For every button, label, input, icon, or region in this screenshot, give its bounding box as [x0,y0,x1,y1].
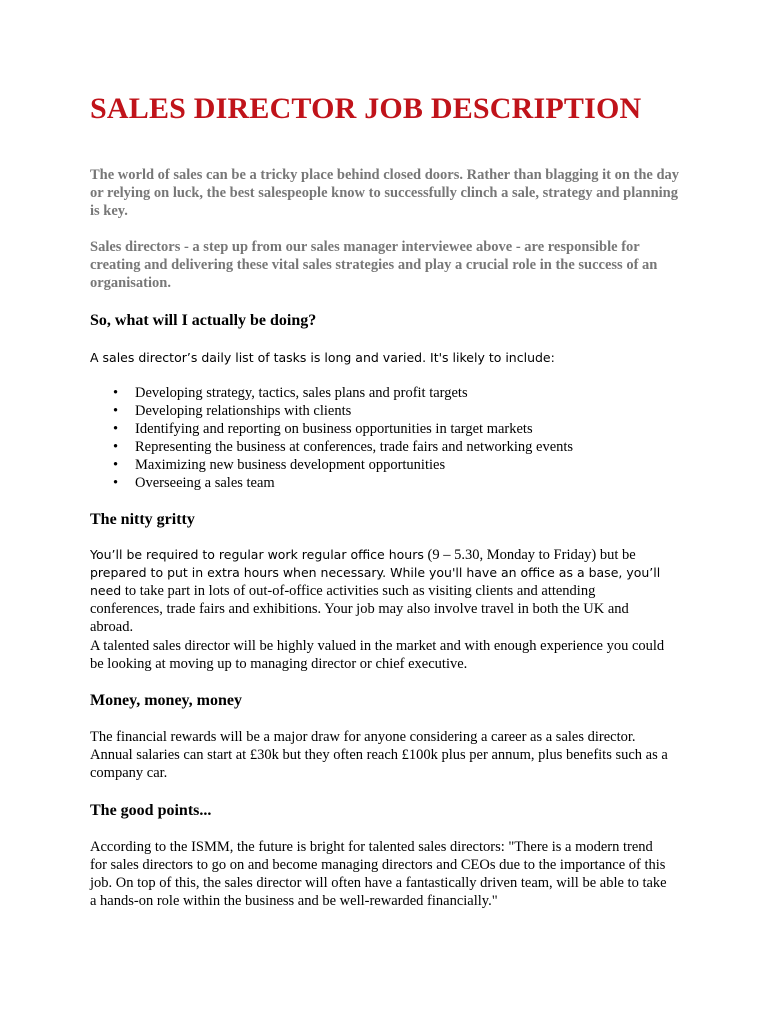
bullet-icon: • [113,385,119,401]
nitty-text-serif-a: (9 – 5.30, Monday to Friday) but be [423,547,636,563]
list-item [90,384,670,402]
money-paragraph: The financial rewards will be a major draw for anyone considering a career as a sales director. Annual salaries can start at £30k but they often reach £100k plus per annum, plus benefits such as a company car. [90,729,668,781]
talented-director-paragraph: A talented sales director will be highly valued in the market and with enough experience you could be looking at moving up to managing director or chief executive. [90,638,665,672]
list-item-text: Developing relationships with clients [135,403,352,419]
list-item-text: Overseeing a sales team [135,475,275,491]
bullet-icon: • [113,403,119,419]
list-item [90,474,670,492]
bullet-icon: • [113,457,119,473]
heading-good-points: The good points... [90,802,212,819]
nitty-text-sans-a: You’ll be required to regular work regular office hours [90,547,424,562]
intro-paragraph-2: Sales directors - a step up from our sales manager interviewee above - are responsible for creating and delivering these vital sales strategies and play a crucial role in the success of an organisation. [90,239,658,291]
nitty-text-sans-b: prepared to put in extra hours when necessary. While you'll have an office as a base, you’ll need [90,565,661,598]
heading-money: Money, money, money [90,692,242,709]
list-item [90,438,670,456]
list-item-text: Identifying and reporting on business opportunities in target markets [135,421,533,437]
list-item-text: Representing the business at conferences, trade fairs and networking events [135,439,574,455]
list-item [90,456,670,474]
heading-nitty-gritty: The nitty gritty [90,511,195,528]
tasks-lead-paragraph: A sales director’s daily list of tasks is long and varied. It's likely to include: [90,350,555,365]
list-item-text: Developing strategy, tactics, sales plans and profit targets [135,385,468,401]
list-item-text: Maximizing new business development opportunities [135,457,446,473]
heading-what-doing: So, what will I actually be doing? [90,312,317,329]
nitty-gritty-paragraph [90,546,670,636]
intro-paragraph-1: The world of sales can be a tricky place behind closed doors. Rather than blagging it on the day or relying on luck, the best salespeople know to successfully clinch a sale, strategy and planning is key. [90,167,680,219]
bullet-icon: • [113,475,119,491]
nitty-text-serif-b: to take part in lots of out-of-office activities such as visiting clients and attending conferences, trade fairs and exhibitions. Your job may also involve travel in both the UK and abroad. [90,583,629,635]
bullet-icon: • [113,439,119,455]
good-points-paragraph: According to the ISMM, the future is bright for talented sales directors: "There is a modern trend for sales directors to go on and become managing directors and CEOs due to the importance of this job. On top of this, the sales director will often have a fantastically driven team, will be able to take a hands-on role within the business and be well-rewarded financially." [90,839,667,909]
list-item [90,402,670,420]
bullet-icon: • [113,421,119,437]
page-title: SALES DIRECTOR JOB DESCRIPTION [90,92,642,125]
tasks-list [90,384,670,492]
list-item [90,420,670,438]
